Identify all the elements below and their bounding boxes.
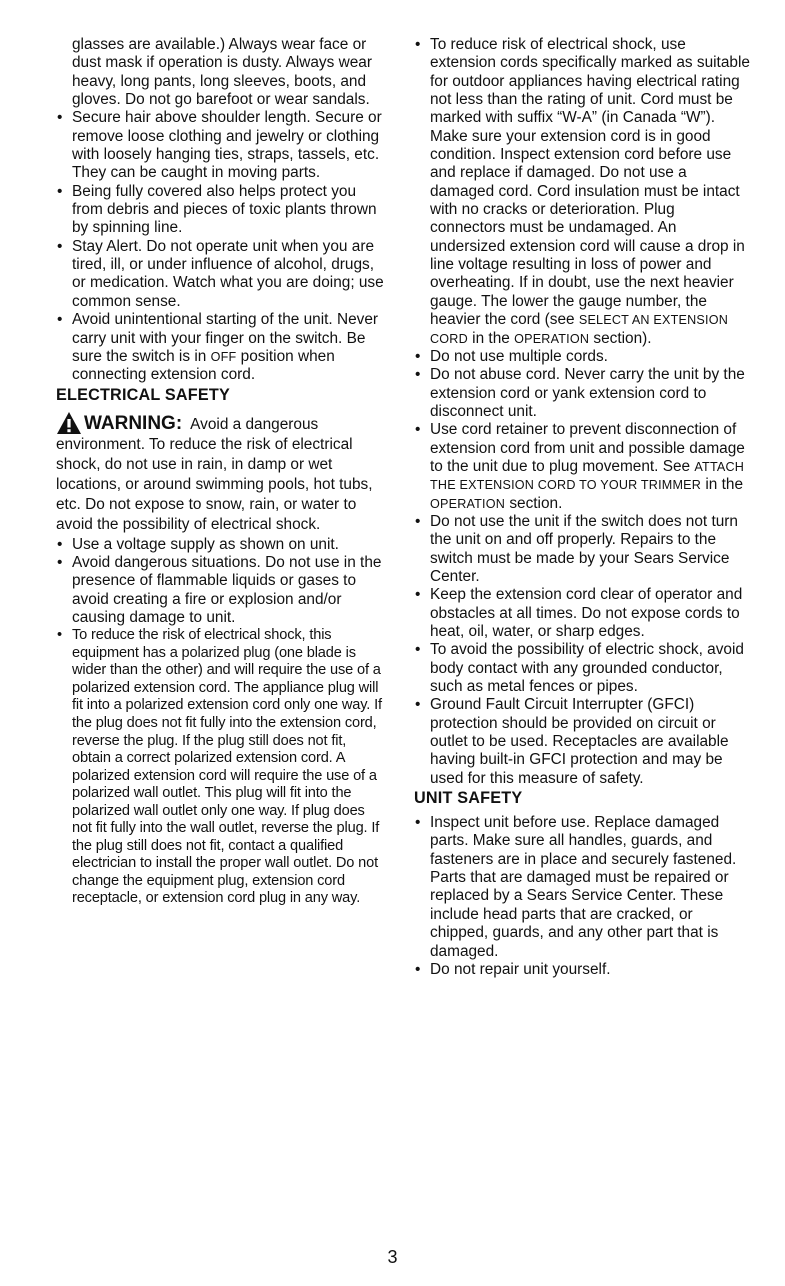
- bullet-polarized-plug: • To reduce the risk of electrical shock, this equipment has a polarized plug (one blade is wider than the other) and will require the use of a polarized extension cord. The appliance plug will fit into a polarized extension cord only one way. If the plug does not fit fully into the extension cord, reverse the plug. If the plug still does not fit, obtain a correct polarized extension cord. A polarized extension cord will require the use of a polarized wall outlet. This plug will fit into the polarized wall outlet only one way. If plug does not fit fully into the wall outlet, reverse the plug. If the plug still does not fit, contact a qualified electrician to install the proper wall outlet. Do not change the equipment plug, extension cord receptacle, or extension cord plug in any way.: [56, 627, 386, 908]
- bullet-secure-hair: • Secure hair above shoulder length. Secure or remove loose clothing and jewelry or clothing with loosely hanging ties, straps, tassels, etc. They can be caught in moving parts.: [56, 109, 386, 182]
- bullet-extension-cords: [414, 36, 754, 348]
- bullet-fully-covered: • Being fully covered also helps protect you from debris and pieces of toxic plants thrown by spinning line.: [56, 183, 386, 238]
- page-number: 3: [387, 1247, 398, 1267]
- ext-cord-reference: SELECT AN EXTENSION CORD: [430, 313, 728, 346]
- retainer-reference: ATTACH THE EXTENSION CORD TO YOUR TRIMMER: [430, 459, 745, 493]
- ext-cord-mid: in the: [467, 329, 515, 347]
- ext-cord-post: section).: [589, 329, 652, 347]
- warning-lead-text: Avoid a dangerous: [190, 415, 319, 433]
- off-keyword: OFF: [210, 349, 237, 364]
- bullet-stay-alert: • Stay Alert. Do not operate unit when you are tired, ill, or under influence of alcohol, drugs, or medication. Watch what you are doing; use common sense.: [56, 238, 386, 311]
- bullet-abuse-cord: • Do not abuse cord. Never carry the unit by the extension cord or yank extension cord to disconnect unit.: [414, 366, 754, 421]
- bullet-switch: • Do not use the unit if the switch does not turn the unit on and off properly. Repairs to the switch must be made by your Sears Service Center.: [414, 513, 754, 586]
- bullet-do-not-repair: • Do not repair unit yourself.: [414, 961, 754, 979]
- avoid-text-post: position when connecting extension cord.: [72, 347, 335, 384]
- retainer-mid: in the: [701, 476, 744, 494]
- bullet-inspect-unit: • Inspect unit before use. Replace damaged parts. Make sure all handles, guards, and fasteners are in place and securely fastened. Parts that are damaged must be repaired or replaced by a Sears Service Center. These include head parts that are cracked, or chipped, guards, and any other part that is damaged.: [414, 814, 754, 961]
- avoid-text-pre: Avoid unintentional starting of the unit. Never carry unit with your finger on the switch. Be sure the switch is in: [72, 311, 379, 365]
- bullet-avoid-starting: [56, 311, 386, 384]
- intro-paragraph: glasses are available.) Always wear face or dust mask if operation is dusty. Always wear heavy, long pants, long sleeves, boots, and gloves. Do not go barefoot or wear sandals.: [72, 36, 372, 109]
- ext-cord-section: OPERATION: [514, 331, 590, 346]
- warning-triangle-icon: [56, 411, 82, 435]
- retainer-section: OPERATION: [430, 496, 506, 511]
- bullet-electric-shock: • To avoid the possibility of electric shock, avoid body contact with any grounded conductor, such as metal fences or pipes.: [414, 641, 754, 696]
- bullet-dangerous-situations: • Avoid dangerous situations. Do not use in the presence of flammable liquids or gases to avoid creating a fire or explosion and/or causing damage to unit.: [56, 554, 386, 627]
- bullet-cord-retainer: [414, 421, 754, 513]
- electrical-safety-heading: ELECTRICAL SAFETY: [56, 385, 230, 404]
- warning-label: WARNING:: [84, 412, 183, 434]
- bullet-voltage-supply: • Use a voltage supply as shown on unit.: [56, 536, 386, 554]
- left-column: [56, 36, 386, 908]
- ext-cord-text: To reduce risk of electrical shock, use extension cords specifically marked as suitable for outdoor appliances having electrical rating not less than the rating of unit. Cord must be marked with suffix “W-A” (in Canada “W”). Make sure your extension cord is in good condition. Inspect extension cord before use and replace if damaged. Do not use a damaged cord. Cord insulation must be intact with no cracks or deterioration. Plug connectors must be undamaged. An undersized extension cord will cause a drop in line voltage resulting in loss of power and overheating. If in doubt, use the next heavier gauge. The lower the gauge number, the heavier the cord (see: [430, 36, 750, 329]
- bullet-keep-clear: • Keep the extension cord clear of operator and obstacles at all times. Do not expose cords to heat, oil, water, or sharp edges.: [414, 586, 754, 641]
- warning-body: environment. To reduce the risk of electrical shock, do not use in rain, in damp or wet locations, or around swimming pools, hot tubs, etc. Do not expose to snow, rain, or water to avoid the possibility of electrical shock.: [56, 435, 373, 534]
- right-column: [414, 36, 754, 979]
- warning-line: [56, 411, 386, 435]
- retainer-post: section.: [505, 494, 563, 512]
- unit-safety-heading: UNIT SAFETY: [414, 789, 523, 808]
- bullet-multiple-cords: • Do not use multiple cords.: [414, 348, 754, 366]
- bullet-gfci: • Ground Fault Circuit Interrupter (GFCI) protection should be provided on circuit or outlet to be used. Receptacles are available having built-in GFCI protection and may be used for this measure of safety.: [414, 696, 754, 788]
- retainer-text: Use cord retainer to prevent disconnection of extension cord from unit and possible damage to the unit due to plug movement. See: [430, 421, 745, 475]
